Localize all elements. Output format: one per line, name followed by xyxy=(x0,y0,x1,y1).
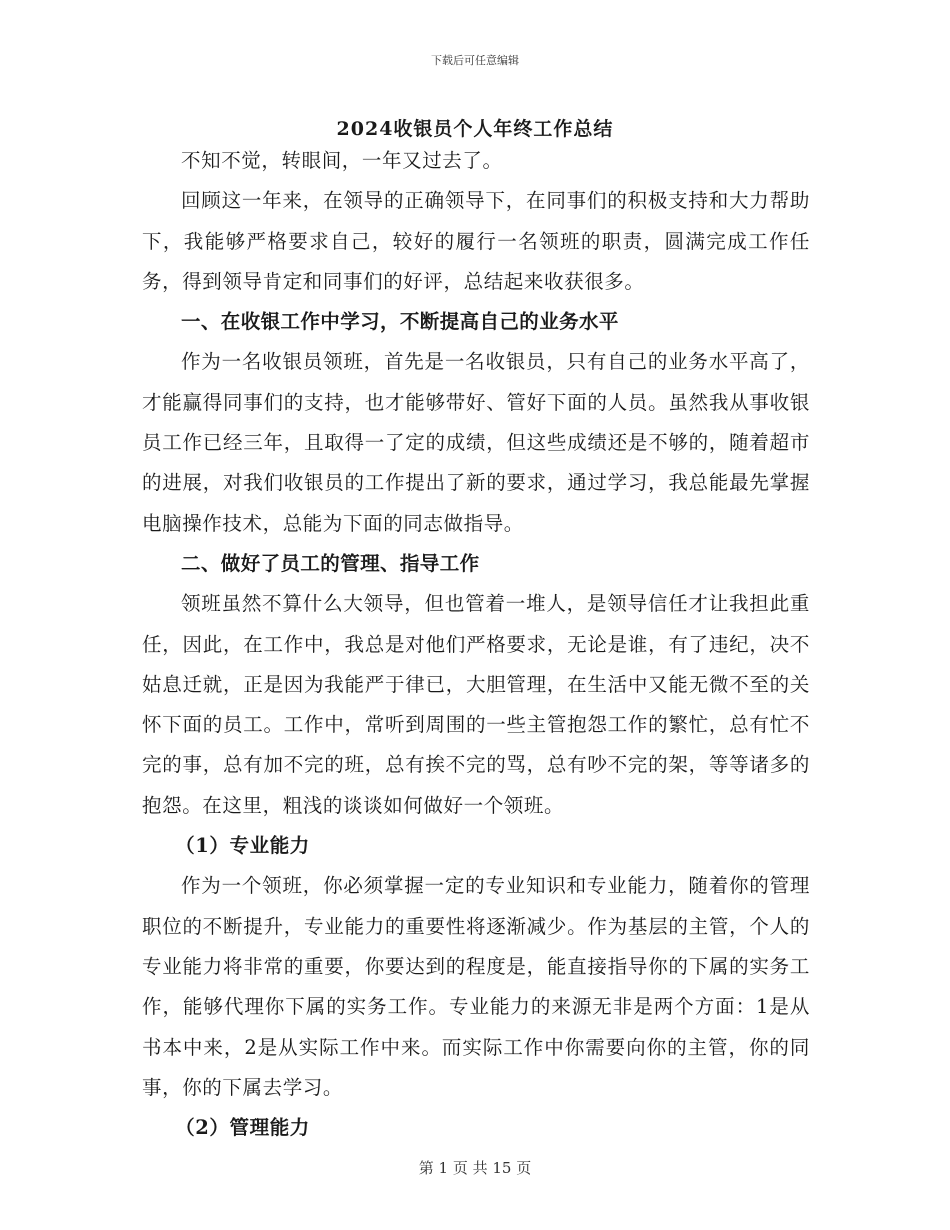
document-title: 2024收银员个人年终工作总结 xyxy=(336,118,614,140)
document-body xyxy=(142,141,810,1148)
body-paragraph: 作为一名收银员领班，首先是一名收银员，只有自己的业务水平高了，才能赢得同事们的支持，也才能够带好、管好下面的人员。虽然我从事收银员工作已经三年，且取得一了定的成绩，但这些成绩还是不够的，随着超市的进展，对我们收银员的工作提出了新的要求，通过学习，我总能最先掌握电脑操作技术，总能为下面的同志做指导。 xyxy=(142,350,810,535)
section-heading: 一、在收银工作中学习，不断提高自己的业务水平 xyxy=(181,310,619,334)
page-number-footer: 第 1 页 共 15 页 xyxy=(418,1159,532,1177)
page-header-note: 下载后可任意编辑 xyxy=(431,54,519,67)
section-heading: 二、做好了员工的管理、指导工作 xyxy=(181,551,480,575)
body-paragraph: 作为一个领班，你必须掌握一定的专业知识和专业能力，随着你的管理职位的不断提升，专业能力的重要性将逐渐减少。作为基层的主管，个人的专业能力将非常的重要，你要达到的程度是，能直接指导你的下属的实务工作，能够代理你下属的实务工作。专业能力的来源无非是两个方面：1是从书本中来，2是从实际工作中来。而实际工作中你需要向你的主管，你的同事，你的下属去学习。 xyxy=(142,874,810,1099)
subsection-heading: （2）管理能力 xyxy=(175,1116,310,1140)
body-paragraph: 领班虽然不算什么大领导，但也管着一堆人，是领导信任才让我担此重任，因此，在工作中，我总是对他们严格要求，无论是谁，有了违纪，决不姑息迁就，正是因为我能严于律已，大胆管理，在生活中又能无微不至的关怀下面的员工。工作中，常听到周围的一些主管抱怨工作的繁忙，总有忙不完的事，总有加不完的班，总有挨不完的骂，总有吵不完的架，等等诸多的抱怨。在这里，粗浅的谈谈如何做好一个领班。 xyxy=(142,592,810,817)
body-paragraph: 回顾这一年来，在领导的正确领导下，在同事们的积极支持和大力帮助下，我能够严格要求自己，较好的履行一名领班的职责，圆满完成工作任务，得到领导肯定和同事们的好评，总结起来收获很多。 xyxy=(142,189,810,293)
subsection-heading: （1）专业能力 xyxy=(175,834,310,858)
body-paragraph: 不知不觉，转眼间，一年又过去了。 xyxy=(181,149,503,172)
